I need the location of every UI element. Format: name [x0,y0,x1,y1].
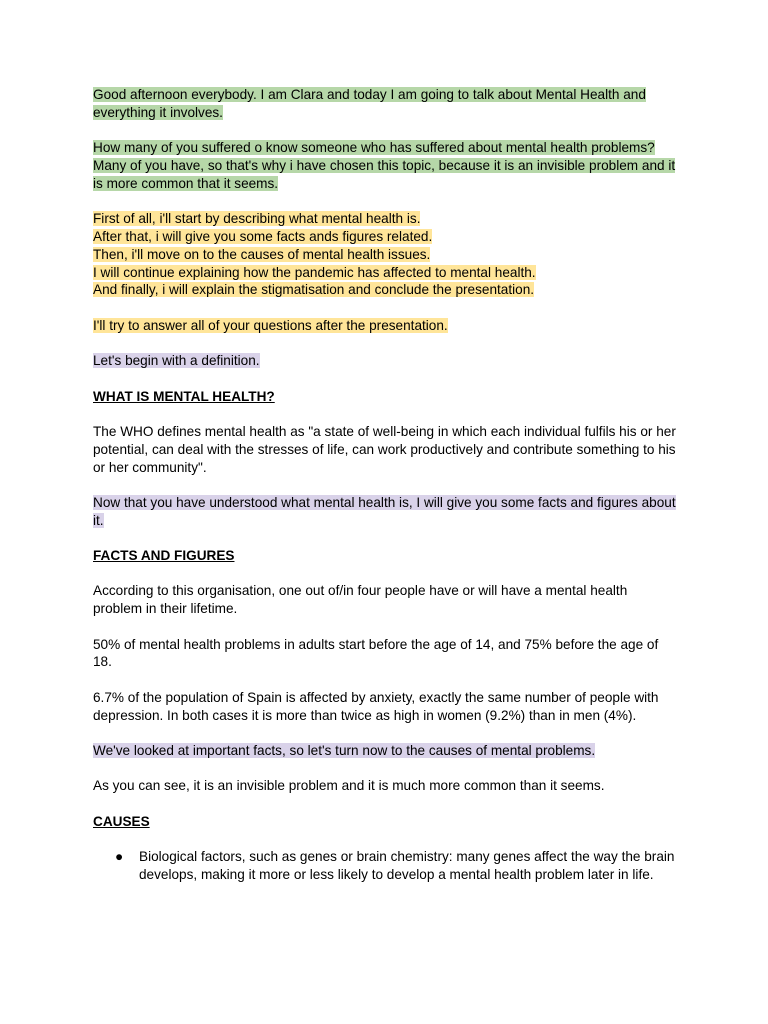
fact-paragraph: 6.7% of the population of Spain is affected by anxiety, exactly the same number of people with depression. In both cases it is more than twice as high in women (9.2%) than in men (4%). [93,689,659,723]
questions-note: I'll try to answer all of your questions after the presentation. [93,317,448,333]
intro-question: How many of you suffered o know someone who has suffered about mental health problems? Many of you have, so that's why i have chosen this topic, because it is an invisible problem and it is more common that it seems. [93,140,676,191]
fact-paragraph: According to this organisation, one out of/in four people have or will have a mental health problem in their lifetime. [93,583,628,617]
document-body [93,86,678,884]
fact-paragraph: 50% of mental health problems in adults start before the age of 14, and 75% before the age of 18. [93,636,659,670]
list-item-text: Biological factors, such as genes or brain chemistry: many genes affect the way the brain develops, making it more or less likely to develop a mental health problem later in life. [139,849,675,883]
bullet-icon: ● [115,849,124,865]
intro-outline [93,210,678,299]
list-item [93,848,678,884]
outline-line: Then, i'll move on to the causes of mental health issues. [93,246,431,262]
outline-line: First of all, i'll start by describing what mental health is. [93,211,421,227]
transition-causes: We've looked at important facts, so let's turn now to the causes of mental problems. [93,743,596,759]
transition-definition: Let's begin with a definition. [93,353,260,369]
heading-facts-and-figures: FACTS AND FIGURES [93,548,235,564]
transition-facts: Now that you have understood what mental health is, I will give you some facts and figures about it. [93,494,676,528]
outline-line: I will continue explaining how the pandemic has affected to mental health. [93,264,536,280]
facts-closing: As you can see, it is an invisible problem and it is much more common than it seems. [93,778,605,794]
heading-causes: CAUSES [93,813,150,829]
causes-list [93,848,678,884]
heading-what-is-mental-health: WHAT IS MENTAL HEALTH? [93,388,275,404]
intro-greeting: Good afternoon everybody. I am Clara and today I am going to talk about Mental Health and everything it involves. [93,87,646,120]
definition-body: The WHO defines mental health as "a state of well-being in which each individual fulfils his or her potential, can deal with the stresses of life, can work productively and contribute something to his or her community". [93,423,676,475]
outline-line: And finally, i will explain the stigmatisation and conclude the presentation. [93,282,535,298]
outline-line: After that, i will give you some facts ands figures related. [93,228,433,244]
